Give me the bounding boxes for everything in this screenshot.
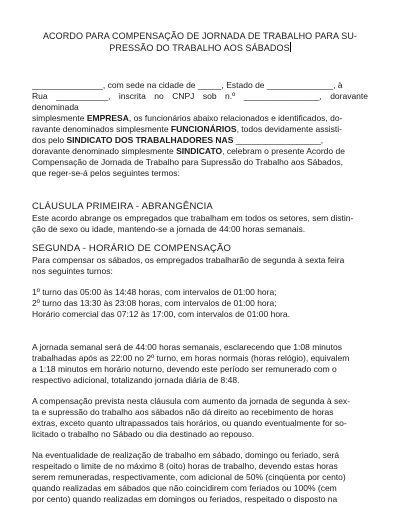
weekly-hours-paragraph: [32, 342, 368, 386]
intro-text: , os funcionários abaixo relacionados e identificados, do-: [128, 113, 343, 123]
intro-line: [32, 124, 368, 135]
shift-item: Horário comercial das 07:12 às 17:00, com intervalos de 01:00 hora.: [32, 309, 290, 319]
clause-2-intro: [32, 255, 368, 277]
title-line-2-text: PRESSÃO DO TRABALHO AOS SÁBADOS: [109, 43, 290, 53]
paragraph-line: extras, exceto quanto ultrapassados tais horários, ou quando eventualmente for so-: [32, 418, 347, 428]
paragraph-line: A jornada semanal será de 44:00 horas semanais, esclarecendo que 1:08 minutos: [32, 342, 342, 352]
intro-line: [32, 113, 368, 124]
intro-bold: SINDICATO DOS TRABALHADORES NAS: [66, 135, 234, 145]
intro-bold: FUNCIONÁRIOS: [170, 124, 237, 134]
paragraph-line: por cento) quando realizadas em domingos ou feriados, respeitado o disposto na: [32, 494, 338, 504]
intro-text: , todos devidamente assisti-: [236, 124, 342, 134]
paragraph-line: respectivo adicional, totalizando jornada diária de 8:48.: [32, 375, 240, 385]
intro-text: dos pelo: [32, 135, 67, 145]
intro-paragraph: [32, 80, 368, 179]
title-line-2: [40, 42, 360, 54]
overtime-paragraph: [32, 450, 368, 505]
intro-line: [32, 146, 368, 157]
intro-line: [32, 135, 368, 146]
title-line-1: ACORDO PARA COMPENSAÇÃO DE JORNADA DE TRABALHO PARA SU-: [42, 31, 358, 41]
paragraph-line: a 1:18 minutos em horário noturno, devendo este período ser remunerado com o: [32, 364, 337, 374]
intro-bold: EMPRESA: [86, 113, 129, 123]
compensation-paragraph: [32, 396, 368, 440]
shift-item: 1º turno das 05:00 às 14:48 horas, com intervalos de 01:00 hora;: [32, 287, 277, 297]
intro-line: Compensação de Jornada de Trabalho para Supressão do Trabalho aos Sábados,: [32, 157, 343, 167]
clause-1-paragraph: [32, 213, 368, 235]
clause-1-heading: CLÁUSULA PRIMEIRA - ABRANGÊNCIA: [32, 201, 213, 212]
paragraph-line: A compensação prevista nesta cláusula com aumento da jornada de segunda à sex-: [32, 396, 351, 406]
paragraph-line: ta e supressão do trabalho aos sábados não dá direito ao recebimento de horas: [32, 407, 334, 417]
intro-line: que reger-se-á pelos seguintes termos:: [32, 168, 180, 178]
clause-2-line: nos seguintes turnos:: [32, 266, 113, 276]
intro-line: _______________, com sede na cidade de _____, Estado de ______________, à: [32, 80, 343, 90]
intro-text: doravante denominado simplesmente: [32, 146, 177, 156]
intro-text: simplesmente: [32, 113, 87, 123]
intro-bold: SINDICATO: [176, 146, 223, 156]
intro-text: __________________,: [233, 135, 324, 145]
clause-2-line: Para compensar os sábados, os empregados trabalharão de segunda à sexta feira: [32, 255, 345, 265]
shift-item: 2º turno das 13:30 às 23:08 horas, com intervalos de 01:00 hora;: [32, 298, 277, 308]
intro-text: , celebram o presente Acordo de: [222, 146, 345, 156]
paragraph-line: quando realizadas em sábados que não coincidirem com feriados ou 100% (cem: [32, 483, 337, 493]
clause-1-line: Este acordo abrange os empregados que trabalham em todos os setores, sem distin-: [32, 213, 354, 223]
document-title: [40, 30, 360, 54]
intro-text: ravante denominados simplesmente: [32, 124, 171, 134]
text-cursor[interactable]: [290, 42, 291, 52]
clause-2-heading: SEGUNDA - HORÁRIO DE COMPENSAÇÃO: [32, 243, 232, 254]
intro-line: Rua ___________, inscrita no CNPJ sob n.º ________________, doravante denominada: [32, 91, 368, 112]
paragraph-line: serem remuneradas, respectivamente, com adicional de 50% (cinqüenta por cento): [32, 472, 346, 482]
paragraph-line: Na eventualidade de realização de trabalho em sábado, domingo ou feriado, será: [32, 450, 340, 460]
paragraph-line: respeitado o limite de no máximo 8 (oito) horas de trabalho, devendo estas horas: [32, 461, 338, 471]
paragraph-line: licitado o trabalho no Sábado ou dia destinado ao repouso.: [32, 429, 255, 439]
paragraph-line: trabalhadas após as 22:00 no 2º turno, em horas normais (horas relógio), equivalem: [32, 353, 350, 363]
shift-list: [32, 287, 368, 320]
clause-1-line: ção de sexo ou idade, mantendo-se a jornada de 44:00 horas semanais.: [32, 224, 306, 234]
